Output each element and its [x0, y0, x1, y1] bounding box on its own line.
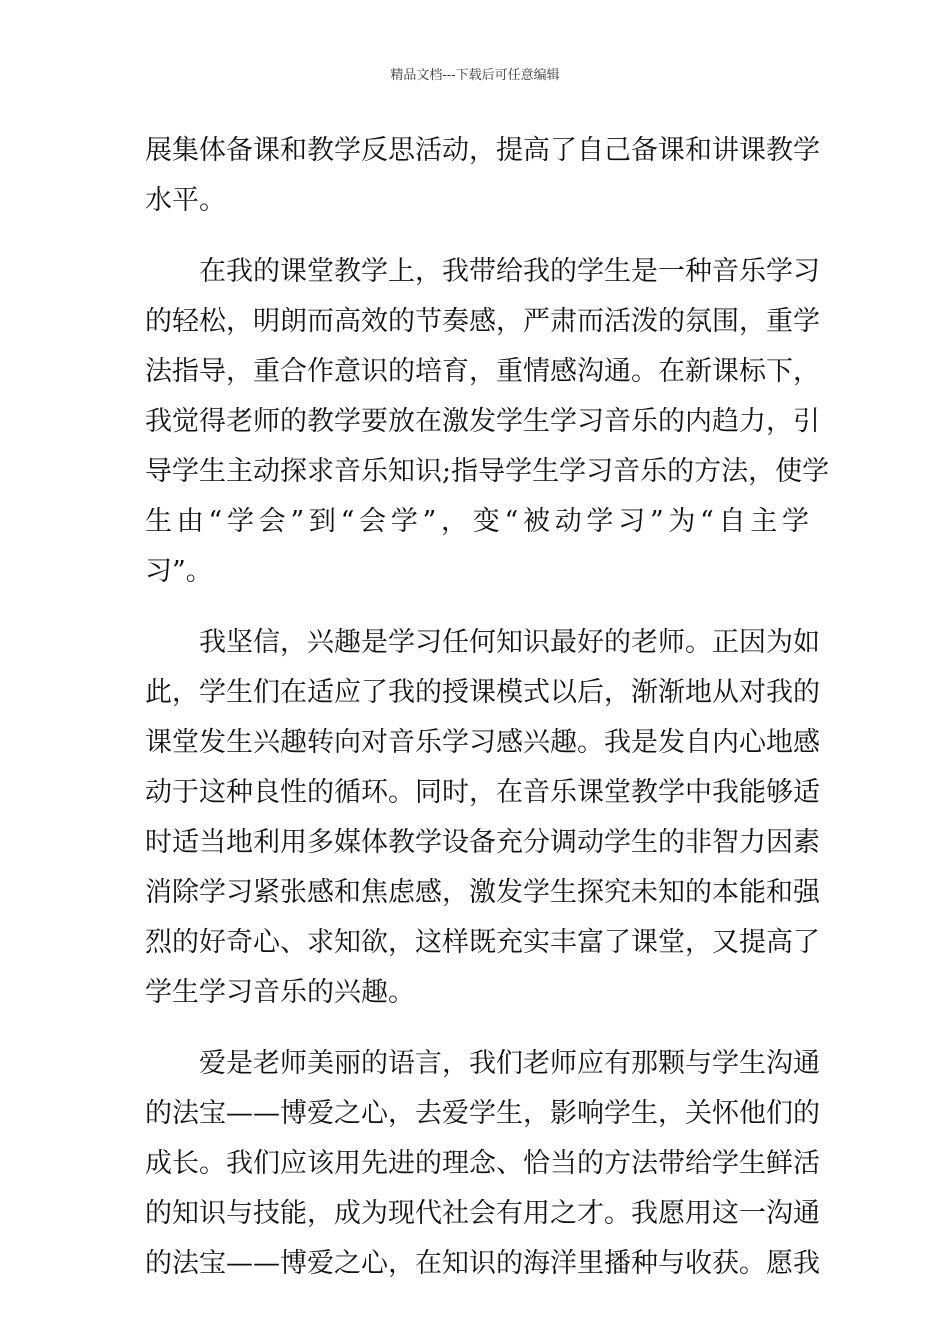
text-line: 生由“学会”到“会学”，变“被动学习”为“自主学 — [145, 506, 809, 537]
text-line: 的轻松，明朗而高效的节奏感，严肃而活泼的氛围，重学 — [145, 306, 820, 337]
text-line: 我坚信，兴趣是学习任何知识最好的老师。正因为如 — [145, 627, 820, 658]
paragraph — [145, 618, 820, 1018]
text-line: 课堂发生兴趣转向对音乐学习感兴趣。我是发自内心地感 — [145, 727, 820, 758]
text-line: 成长。我们应该用先进的理念、恰当的方法带给学生鲜活 — [145, 1148, 820, 1179]
text-line: 在我的课堂教学上，我带给我的学生是一种音乐学习 — [145, 256, 820, 287]
text-line: 导学生主动探求音乐知识;指导学生学习音乐的方法，使学 — [145, 456, 830, 487]
text-line: 法指导，重合作意识的培育，重情感沟通。在新课标下， — [145, 356, 820, 387]
text-line: 的法宝——博爱之心，在知识的海洋里播种与收获。愿我 — [145, 1248, 820, 1279]
paragraph — [145, 1039, 820, 1289]
body-text — [145, 126, 830, 1289]
text-line: 消除学习紧张感和焦虑感，激发学生探究未知的本能和强 — [145, 877, 820, 908]
text-line: 的法宝——博爱之心，去爱学生，影响学生，关怀他们的 — [145, 1098, 820, 1129]
text-line: 展集体备课和教学反思活动，提高了自己备课和讲课教学 — [145, 135, 820, 166]
paragraph — [145, 247, 830, 597]
text-line: 爱是老师美丽的语言，我们老师应有那颗与学生沟通 — [145, 1048, 820, 1079]
text-line: 水平。 — [145, 185, 226, 216]
text-line: 的知识与技能，成为现代社会有用之才。我愿用这一沟通 — [145, 1198, 820, 1229]
text-line: 学生学习音乐的兴趣。 — [145, 977, 415, 1008]
page-header: 精品文档---下载后可任意编辑 — [390, 68, 560, 83]
text-line: 烈的好奇心、求知欲，这样既充实丰富了课堂，又提高了 — [145, 927, 820, 958]
text-line: 我觉得老师的教学要放在激发学生学习音乐的内趋力，引 — [145, 406, 820, 437]
text-line: 此，学生们在适应了我的授课模式以后，渐渐地从对我的 — [145, 677, 820, 708]
text-line: 时适当地利用多媒体教学设备充分调动学生的非智力因素 — [145, 827, 820, 858]
text-line: 动于这种良性的循环。同时，在音乐课堂教学中我能够适 — [145, 777, 820, 808]
paragraph — [145, 126, 820, 226]
text-line: 习”。 — [145, 556, 213, 587]
